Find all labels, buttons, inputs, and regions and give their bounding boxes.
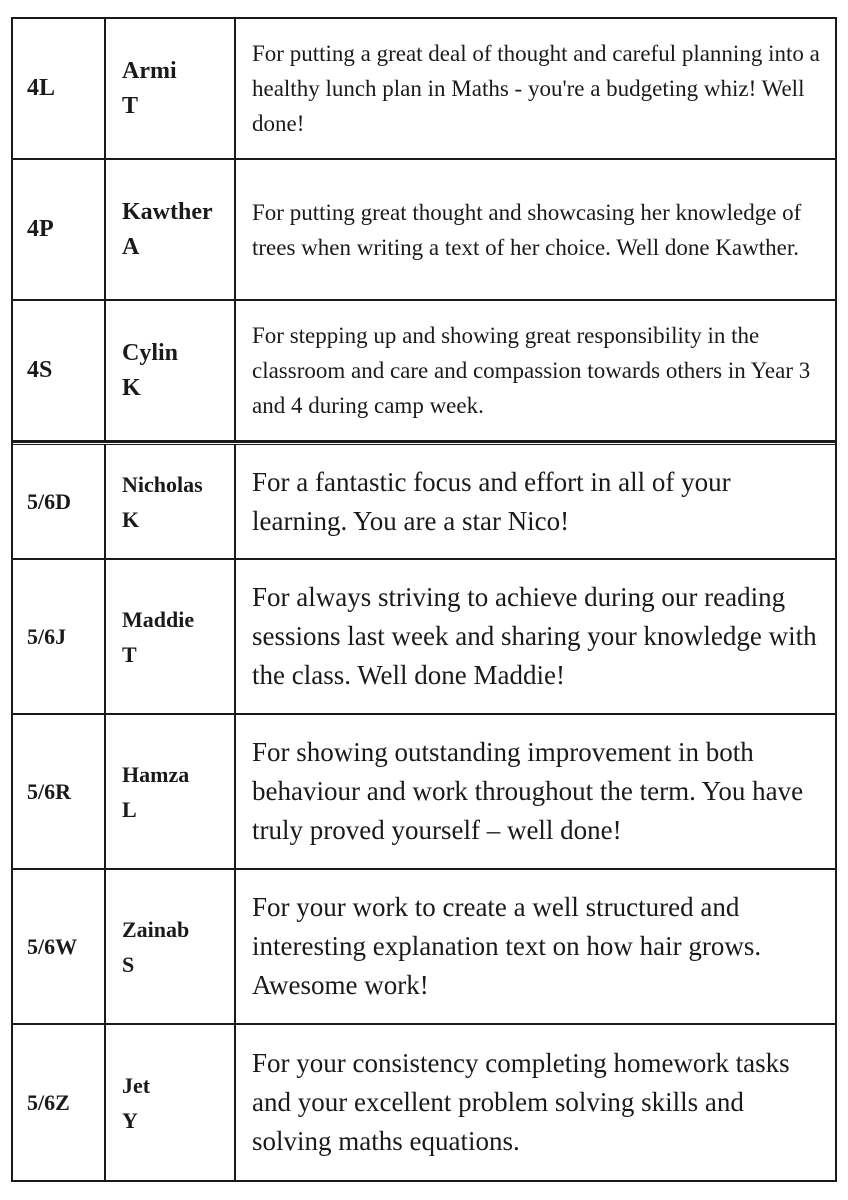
student-first-name: Nicholas	[122, 471, 203, 497]
award-reason: For putting great thought and showcasing her knowledge of trees when writing a text of her choice. Well done Kawther.	[252, 199, 802, 260]
class-cell: 5/6D	[13, 445, 106, 558]
class-cell: 4P	[13, 160, 106, 299]
student-first-name: Armi	[122, 57, 177, 84]
award-reason: For stepping up and showing great responsibility in the classroom and care and compassion towards others in Year 3 and 4 during camp week.	[252, 323, 811, 418]
award-reason: For putting a great deal of thought and careful planning into a healthy lunch plan in Maths - you're a budgeting whiz! Well done!	[252, 41, 820, 136]
award-reason: For your work to create a well structured and interesting explanation text on how hair grows. Awesome work!	[252, 892, 762, 1000]
table-row	[13, 715, 835, 870]
student-initial: K	[122, 374, 141, 401]
student-first-name: Zainab	[122, 916, 190, 942]
table-row	[13, 1025, 835, 1180]
table-row	[13, 870, 835, 1025]
student-initial: K	[122, 506, 140, 532]
student-initial: S	[122, 951, 135, 977]
student-initial: L	[122, 796, 137, 822]
award-reason: For a fantastic focus and effort in all of your learning. You are a star Nico!	[252, 466, 731, 536]
table-row	[13, 301, 835, 442]
student-name-cell	[106, 1025, 236, 1180]
awards-table	[11, 17, 837, 1182]
table-row	[13, 160, 835, 301]
student-initial: T	[122, 92, 139, 119]
class-cell: 5/6R	[13, 715, 106, 868]
student-first-name: Jet	[122, 1072, 151, 1098]
student-first-name: Hamza	[122, 761, 190, 787]
award-reason: For always striving to achieve during our reading sessions last week and sharing your knowledge with the class. Well done Maddie!	[252, 582, 817, 690]
class-cell: 5/6J	[13, 560, 106, 713]
class-cell: 5/6W	[13, 870, 106, 1023]
student-name-cell	[106, 715, 236, 868]
student-first-name: Kawther	[122, 198, 213, 225]
student-name-cell	[106, 19, 236, 158]
student-initial: Y	[122, 1107, 138, 1133]
class-cell: 4L	[13, 19, 106, 158]
student-name-cell	[106, 160, 236, 299]
table-row	[13, 442, 835, 560]
class-cell: 4S	[13, 301, 106, 440]
class-cell: 5/6Z	[13, 1025, 106, 1180]
student-first-name: Maddie	[122, 606, 195, 632]
student-name-cell	[106, 301, 236, 440]
student-name-cell	[106, 870, 236, 1023]
student-name-cell	[106, 445, 236, 558]
student-initial: A	[122, 233, 140, 260]
award-reason: For showing outstanding improvement in both behaviour and work throughout the term. You have truly proved yourself – well done!	[252, 737, 804, 845]
award-reason: For your consistency completing homework tasks and your excellent problem solving skills and solving maths equations.	[252, 1048, 790, 1156]
student-initial: T	[122, 641, 137, 667]
student-name-cell	[106, 560, 236, 713]
table-row	[13, 19, 835, 160]
student-first-name: Cylin	[122, 339, 179, 366]
table-row	[13, 560, 835, 715]
